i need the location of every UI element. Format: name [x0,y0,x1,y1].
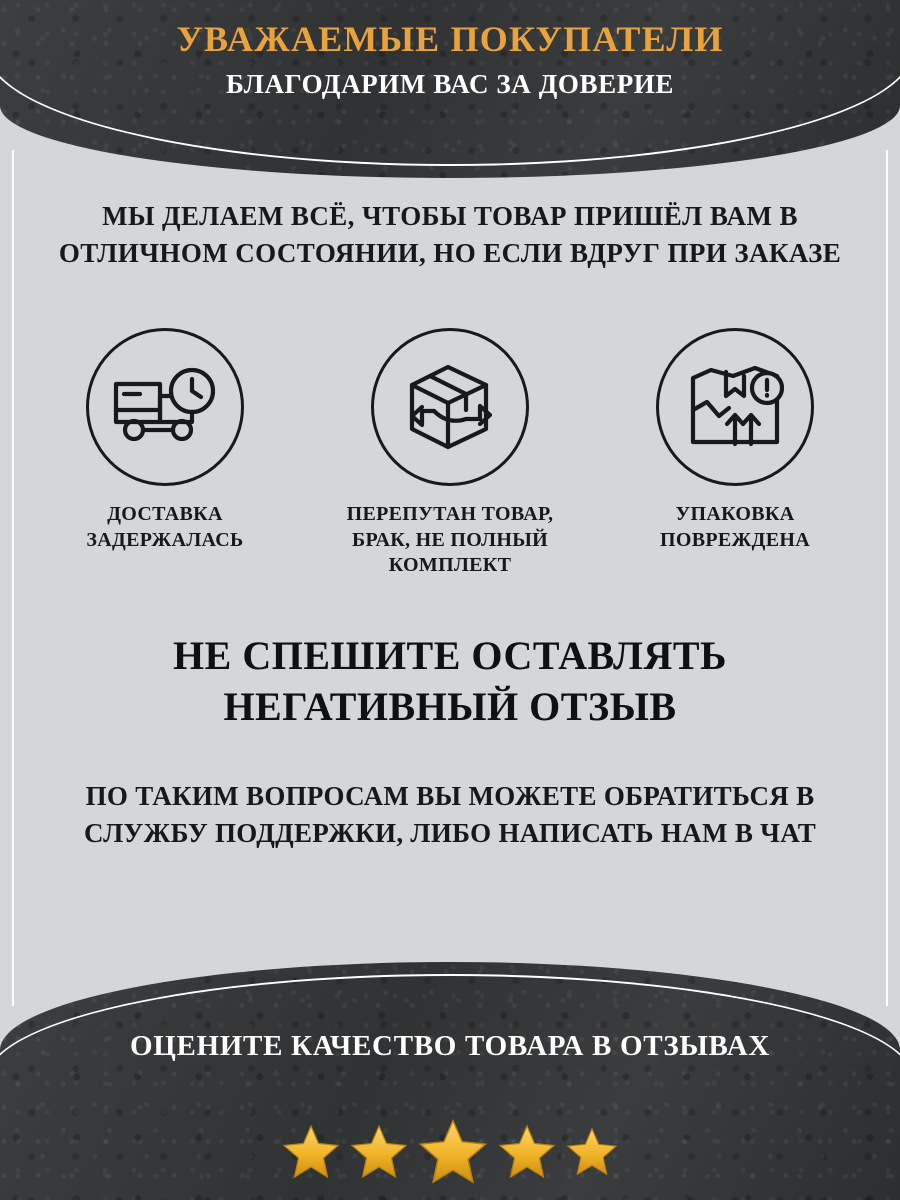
issue-caption: УПАКОВКА ПОВРЕЖДЕНА [660,503,810,551]
issue-item-wrong-item [325,328,575,579]
issue-icons-row [40,328,860,579]
issue-item-delivery-delayed [40,328,290,553]
footer-call-to-action: ОЦЕНИТЕ КАЧЕСТВО ТОВАРА В ОТЗЫВАХ [129,1030,771,1062]
intro-text: МЫ ДЕЛАЕМ ВСЁ, ЧТОБЫ ТОВАР ПРИШЁЛ ВАМ В ОТЛИЧНОМ СОСТОЯНИИ, НО ЕСЛИ ВДРУГ ПРИ ЗАКАЗЕ [58,201,842,269]
header-subtitle: БЛАГОДАРИМ ВАС ЗА ДОВЕРИЕ [225,68,675,99]
star-icon [282,1124,340,1180]
star-icon [418,1118,488,1186]
support-text: ПО ТАКИМ ВОПРОСАМ ВЫ МОЖЕТЕ ОБРАТИТЬСЯ В СЛУЖБУ ПОДДЕРЖКИ, ЛИБО НАПИСАТЬ НАМ В ЧАТ [83,781,817,849]
header [0,20,900,101]
issue-caption: ДОСТАВКА ЗАДЕРЖАЛАСЬ [86,503,244,551]
star-icon [566,1127,618,1177]
issue-caption: ПЕРЕПУТАН ТОВАР, БРАК, НЕ ПОЛНЫЙ КОМПЛЕКТ [346,503,554,577]
box-return-arrow-icon [371,328,529,486]
delivery-truck-clock-icon [86,328,244,486]
right-vertical-rule [886,150,888,1006]
rating-stars [0,1118,900,1186]
left-vertical-rule [12,150,14,1006]
star-icon [498,1124,556,1180]
header-title: УВАЖАЕМЫЕ ПОКУПАТЕЛИ [176,19,724,59]
star-icon [350,1124,408,1180]
headline-text: НЕ СПЕШИТЕ ОСТАВЛЯТЬ НЕГАТИВНЫЙ ОТЗЫВ [173,633,727,730]
damaged-package-icon [656,328,814,486]
issue-item-damaged-package [610,328,860,553]
